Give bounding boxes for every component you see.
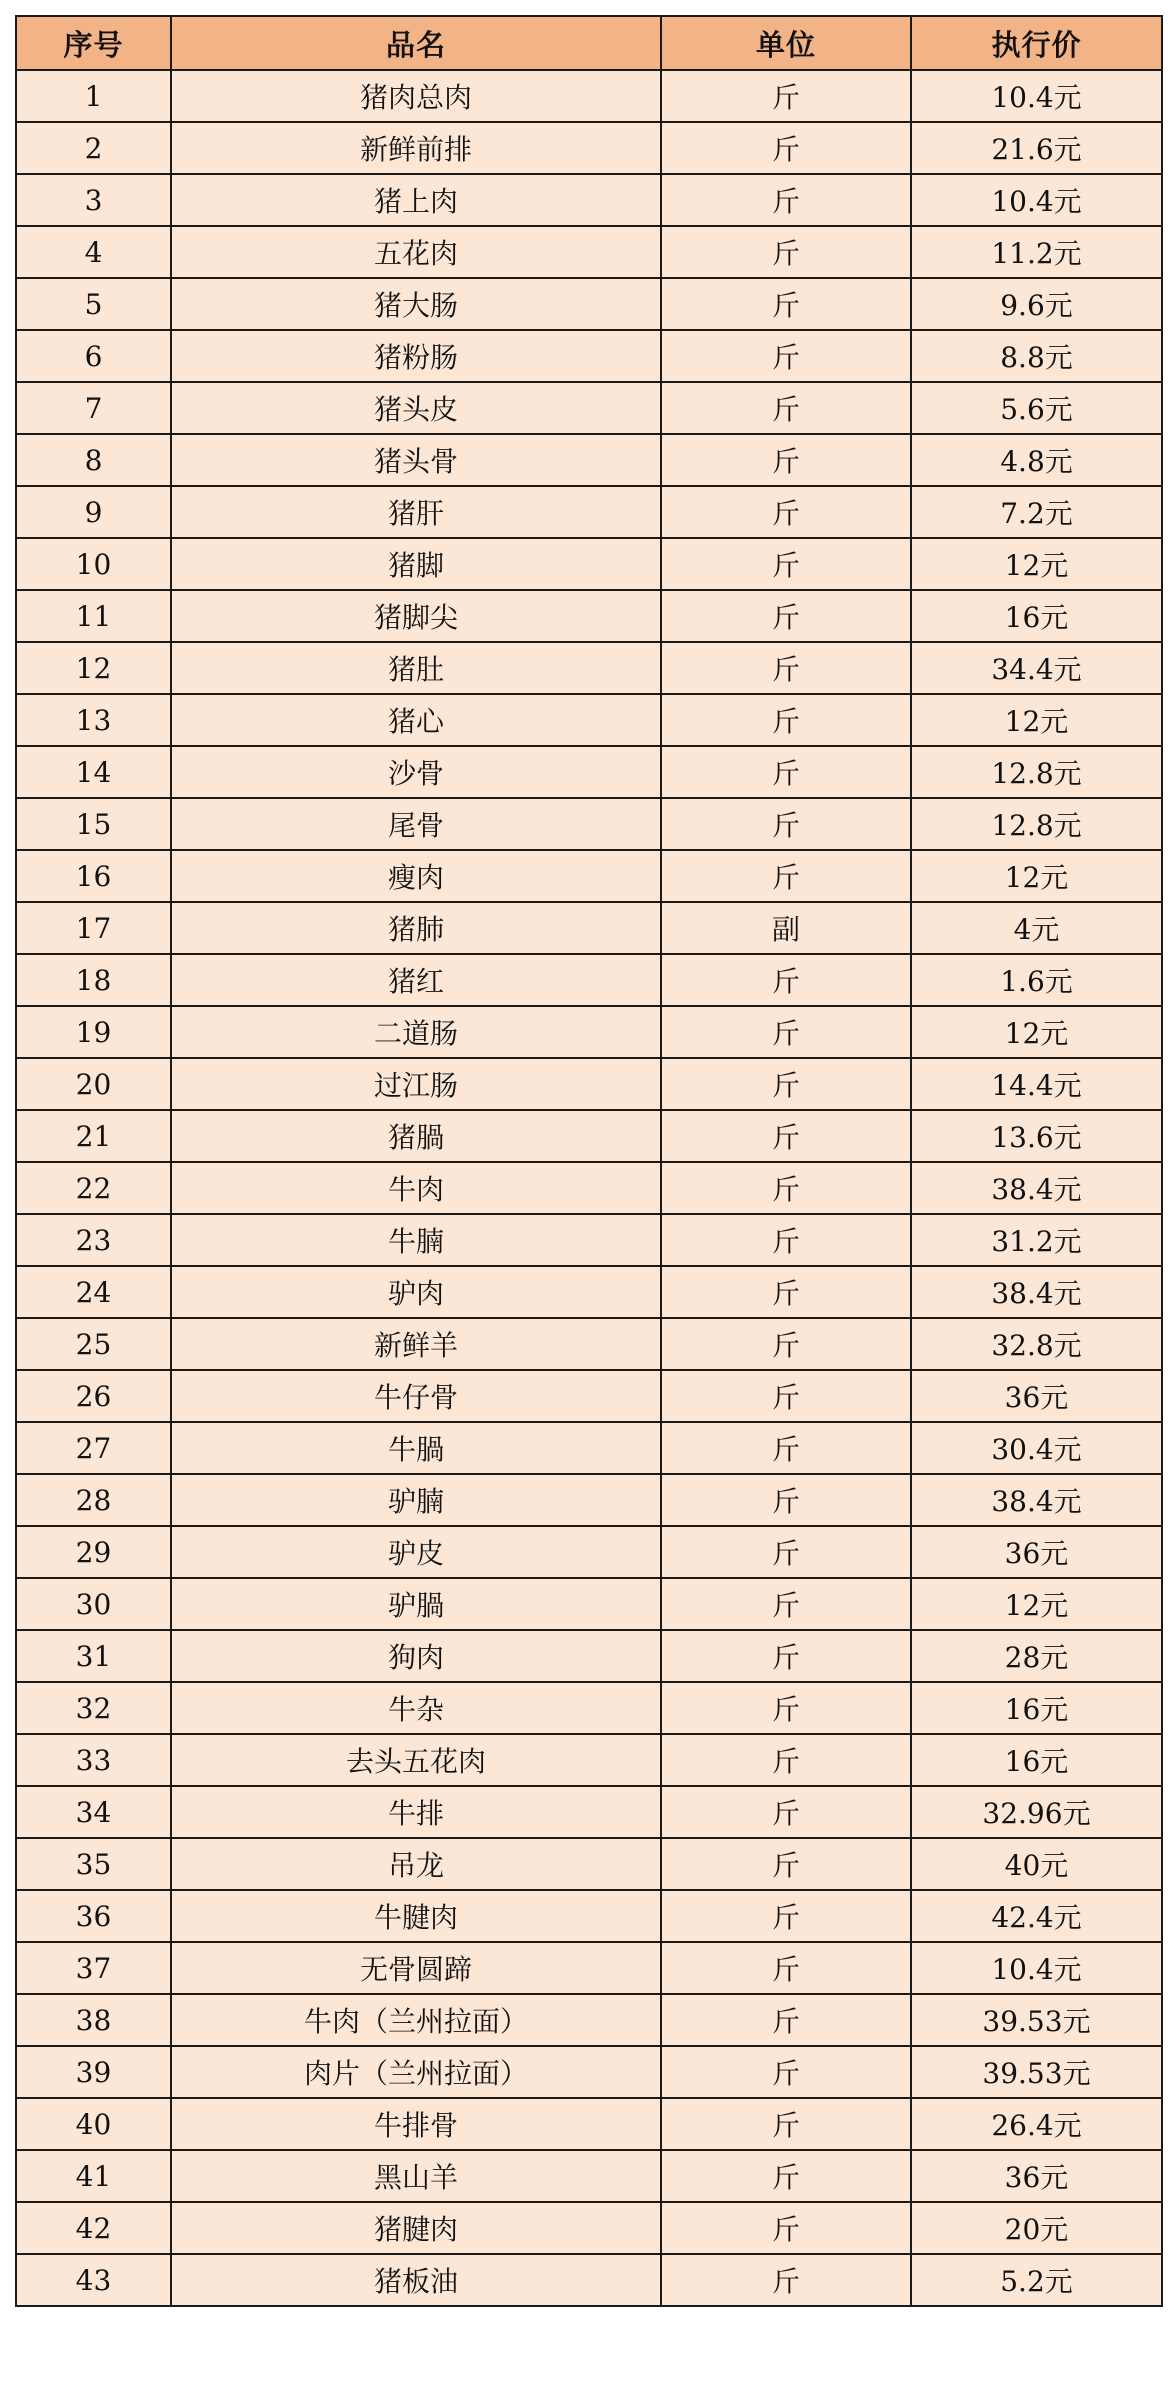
cell-name: 猪脚尖: [171, 590, 661, 642]
cell-index: 27: [16, 1422, 171, 1474]
cell-index: 17: [16, 902, 171, 954]
table-row: [16, 1578, 1162, 1630]
cell-name: 猪大肠: [171, 278, 661, 330]
cell-name: 牛腩: [171, 1214, 661, 1266]
cell-name: 去头五花肉: [171, 1734, 661, 1786]
cell-name: 猪肉总肉: [171, 70, 661, 122]
cell-unit: 副: [661, 902, 911, 954]
table-row: [16, 226, 1162, 278]
header-price: 执行价: [911, 16, 1162, 70]
cell-index: 22: [16, 1162, 171, 1214]
table-row: [16, 2150, 1162, 2202]
cell-unit: 斤: [661, 2150, 911, 2202]
cell-index: 19: [16, 1006, 171, 1058]
cell-price: 30.4元: [911, 1422, 1162, 1474]
cell-index: 12: [16, 642, 171, 694]
cell-index: 33: [16, 1734, 171, 1786]
table-row: [16, 70, 1162, 122]
table-row: [16, 1422, 1162, 1474]
cell-index: 3: [16, 174, 171, 226]
cell-name: 牛肉: [171, 1162, 661, 1214]
cell-index: 42: [16, 2202, 171, 2254]
cell-name: 吊龙: [171, 1838, 661, 1890]
cell-unit: 斤: [661, 1058, 911, 1110]
price-sheet: [15, 15, 1161, 2307]
cell-name: 牛腡: [171, 1422, 661, 1474]
cell-price: 10.4元: [911, 70, 1162, 122]
cell-name: 肉片（兰州拉面）: [171, 2046, 661, 2098]
table-row: [16, 1734, 1162, 1786]
table-row: [16, 2046, 1162, 2098]
cell-unit: 斤: [661, 226, 911, 278]
cell-index: 32: [16, 1682, 171, 1734]
cell-index: 13: [16, 694, 171, 746]
cell-index: 40: [16, 2098, 171, 2150]
cell-unit: 斤: [661, 1786, 911, 1838]
cell-index: 8: [16, 434, 171, 486]
table-row: [16, 2254, 1162, 2306]
table-row: [16, 798, 1162, 850]
cell-unit: 斤: [661, 2098, 911, 2150]
cell-price: 12元: [911, 694, 1162, 746]
cell-price: 20元: [911, 2202, 1162, 2254]
cell-index: 30: [16, 1578, 171, 1630]
cell-name: 猪粉肠: [171, 330, 661, 382]
cell-index: 36: [16, 1890, 171, 1942]
cell-index: 10: [16, 538, 171, 590]
cell-unit: 斤: [661, 798, 911, 850]
cell-unit: 斤: [661, 1942, 911, 1994]
cell-index: 37: [16, 1942, 171, 1994]
table-header: [16, 16, 1162, 70]
cell-unit: 斤: [661, 278, 911, 330]
table-row: [16, 954, 1162, 1006]
cell-name: 尾骨: [171, 798, 661, 850]
cell-unit: 斤: [661, 694, 911, 746]
cell-unit: 斤: [661, 1994, 911, 2046]
table-row: [16, 174, 1162, 226]
cell-unit: 斤: [661, 1214, 911, 1266]
cell-name: 猪头皮: [171, 382, 661, 434]
cell-price: 26.4元: [911, 2098, 1162, 2150]
cell-name: 二道肠: [171, 1006, 661, 1058]
cell-name: 牛排骨: [171, 2098, 661, 2150]
cell-index: 34: [16, 1786, 171, 1838]
cell-name: 猪心: [171, 694, 661, 746]
table-row: [16, 1994, 1162, 2046]
cell-price: 12.8元: [911, 798, 1162, 850]
cell-name: 无骨圆蹄: [171, 1942, 661, 1994]
cell-name: 驴腩: [171, 1474, 661, 1526]
cell-price: 12.8元: [911, 746, 1162, 798]
cell-index: 23: [16, 1214, 171, 1266]
cell-price: 39.53元: [911, 2046, 1162, 2098]
table-row: [16, 1318, 1162, 1370]
cell-unit: 斤: [661, 1162, 911, 1214]
cell-price: 11.2元: [911, 226, 1162, 278]
cell-index: 43: [16, 2254, 171, 2306]
cell-index: 15: [16, 798, 171, 850]
cell-name: 沙骨: [171, 746, 661, 798]
cell-unit: 斤: [661, 538, 911, 590]
cell-name: 驴肉: [171, 1266, 661, 1318]
cell-unit: 斤: [661, 1838, 911, 1890]
cell-unit: 斤: [661, 486, 911, 538]
cell-unit: 斤: [661, 1734, 911, 1786]
cell-price: 28元: [911, 1630, 1162, 1682]
cell-price: 12元: [911, 1006, 1162, 1058]
cell-price: 5.2元: [911, 2254, 1162, 2306]
cell-price: 36元: [911, 1526, 1162, 1578]
cell-price: 16元: [911, 1682, 1162, 1734]
cell-index: 28: [16, 1474, 171, 1526]
table-row: [16, 486, 1162, 538]
cell-name: 猪肝: [171, 486, 661, 538]
cell-unit: 斤: [661, 1630, 911, 1682]
cell-price: 1.6元: [911, 954, 1162, 1006]
table-row: [16, 1058, 1162, 1110]
cell-price: 34.4元: [911, 642, 1162, 694]
cell-index: 16: [16, 850, 171, 902]
cell-index: 2: [16, 122, 171, 174]
cell-unit: 斤: [661, 1682, 911, 1734]
cell-index: 38: [16, 1994, 171, 2046]
cell-index: 21: [16, 1110, 171, 1162]
cell-index: 14: [16, 746, 171, 798]
cell-index: 5: [16, 278, 171, 330]
cell-index: 41: [16, 2150, 171, 2202]
table-row: [16, 1526, 1162, 1578]
cell-name: 牛肉（兰州拉面）: [171, 1994, 661, 2046]
table-row: [16, 1006, 1162, 1058]
table-row: [16, 1838, 1162, 1890]
cell-price: 13.6元: [911, 1110, 1162, 1162]
table-row: [16, 902, 1162, 954]
table-row: [16, 2098, 1162, 2150]
cell-name: 驴腡: [171, 1578, 661, 1630]
cell-name: 新鲜前排: [171, 122, 661, 174]
table-row: [16, 590, 1162, 642]
table-body: [16, 70, 1162, 2306]
cell-name: 猪脚: [171, 538, 661, 590]
cell-index: 31: [16, 1630, 171, 1682]
cell-name: 牛腱肉: [171, 1890, 661, 1942]
cell-unit: 斤: [661, 1266, 911, 1318]
header-index: 序号: [16, 16, 171, 70]
cell-unit: 斤: [661, 1110, 911, 1162]
cell-unit: 斤: [661, 434, 911, 486]
cell-price: 42.4元: [911, 1890, 1162, 1942]
table-row: [16, 382, 1162, 434]
cell-unit: 斤: [661, 174, 911, 226]
cell-unit: 斤: [661, 746, 911, 798]
cell-name: 猪肺: [171, 902, 661, 954]
cell-price: 12元: [911, 1578, 1162, 1630]
cell-price: 16元: [911, 1734, 1162, 1786]
cell-name: 牛杂: [171, 1682, 661, 1734]
cell-index: 4: [16, 226, 171, 278]
cell-index: 25: [16, 1318, 171, 1370]
table-row: [16, 642, 1162, 694]
table-row: [16, 538, 1162, 590]
cell-price: 12元: [911, 538, 1162, 590]
cell-index: 7: [16, 382, 171, 434]
cell-unit: 斤: [661, 954, 911, 1006]
cell-index: 1: [16, 70, 171, 122]
cell-price: 4元: [911, 902, 1162, 954]
table-row: [16, 278, 1162, 330]
cell-price: 36元: [911, 1370, 1162, 1422]
cell-price: 14.4元: [911, 1058, 1162, 1110]
cell-unit: 斤: [661, 850, 911, 902]
cell-price: 10.4元: [911, 174, 1162, 226]
table-row: [16, 1786, 1162, 1838]
table-row: [16, 122, 1162, 174]
price-table: [15, 15, 1163, 2307]
cell-unit: 斤: [661, 1318, 911, 1370]
cell-unit: 斤: [661, 330, 911, 382]
cell-unit: 斤: [661, 1474, 911, 1526]
cell-unit: 斤: [661, 1006, 911, 1058]
table-row: [16, 1630, 1162, 1682]
header-unit: 单位: [661, 16, 911, 70]
cell-index: 20: [16, 1058, 171, 1110]
cell-name: 猪头骨: [171, 434, 661, 486]
table-row: [16, 1474, 1162, 1526]
cell-unit: 斤: [661, 1890, 911, 1942]
cell-index: 11: [16, 590, 171, 642]
cell-unit: 斤: [661, 590, 911, 642]
cell-unit: 斤: [661, 1370, 911, 1422]
cell-name: 猪板油: [171, 2254, 661, 2306]
cell-price: 12元: [911, 850, 1162, 902]
cell-price: 40元: [911, 1838, 1162, 1890]
cell-price: 32.96元: [911, 1786, 1162, 1838]
table-row: [16, 1890, 1162, 1942]
table-row: [16, 1214, 1162, 1266]
cell-name: 猪上肉: [171, 174, 661, 226]
table-row: [16, 1682, 1162, 1734]
table-row: [16, 1370, 1162, 1422]
table-row: [16, 850, 1162, 902]
table-row: [16, 1162, 1162, 1214]
cell-price: 38.4元: [911, 1266, 1162, 1318]
cell-name: 过江肠: [171, 1058, 661, 1110]
cell-price: 39.53元: [911, 1994, 1162, 2046]
cell-unit: 斤: [661, 642, 911, 694]
cell-unit: 斤: [661, 2046, 911, 2098]
cell-price: 10.4元: [911, 1942, 1162, 1994]
cell-price: 7.2元: [911, 486, 1162, 538]
cell-name: 牛仔骨: [171, 1370, 661, 1422]
table-row: [16, 746, 1162, 798]
cell-name: 新鲜羊: [171, 1318, 661, 1370]
cell-name: 狗肉: [171, 1630, 661, 1682]
table-row: [16, 694, 1162, 746]
cell-name: 五花肉: [171, 226, 661, 278]
cell-price: 38.4元: [911, 1474, 1162, 1526]
cell-name: 猪红: [171, 954, 661, 1006]
table-row: [16, 330, 1162, 382]
cell-price: 31.2元: [911, 1214, 1162, 1266]
cell-name: 猪腡: [171, 1110, 661, 1162]
cell-unit: 斤: [661, 1526, 911, 1578]
cell-name: 猪腱肉: [171, 2202, 661, 2254]
cell-unit: 斤: [661, 2202, 911, 2254]
cell-price: 5.6元: [911, 382, 1162, 434]
cell-price: 16元: [911, 590, 1162, 642]
cell-price: 38.4元: [911, 1162, 1162, 1214]
table-row: [16, 434, 1162, 486]
cell-unit: 斤: [661, 1422, 911, 1474]
cell-unit: 斤: [661, 1578, 911, 1630]
cell-name: 牛排: [171, 1786, 661, 1838]
header-row: [16, 16, 1162, 70]
cell-price: 36元: [911, 2150, 1162, 2202]
cell-index: 26: [16, 1370, 171, 1422]
cell-index: 9: [16, 486, 171, 538]
cell-unit: 斤: [661, 70, 911, 122]
cell-index: 35: [16, 1838, 171, 1890]
cell-index: 29: [16, 1526, 171, 1578]
cell-name: 驴皮: [171, 1526, 661, 1578]
cell-name: 猪肚: [171, 642, 661, 694]
cell-index: 24: [16, 1266, 171, 1318]
table-row: [16, 1110, 1162, 1162]
table-row: [16, 1266, 1162, 1318]
cell-index: 6: [16, 330, 171, 382]
cell-unit: 斤: [661, 2254, 911, 2306]
table-row: [16, 2202, 1162, 2254]
cell-name: 瘦肉: [171, 850, 661, 902]
cell-price: 4.8元: [911, 434, 1162, 486]
cell-index: 18: [16, 954, 171, 1006]
cell-price: 32.8元: [911, 1318, 1162, 1370]
cell-unit: 斤: [661, 122, 911, 174]
cell-index: 39: [16, 2046, 171, 2098]
cell-price: 9.6元: [911, 278, 1162, 330]
cell-name: 黑山羊: [171, 2150, 661, 2202]
cell-price: 8.8元: [911, 330, 1162, 382]
header-name: 品名: [171, 16, 661, 70]
cell-unit: 斤: [661, 382, 911, 434]
cell-price: 21.6元: [911, 122, 1162, 174]
table-row: [16, 1942, 1162, 1994]
